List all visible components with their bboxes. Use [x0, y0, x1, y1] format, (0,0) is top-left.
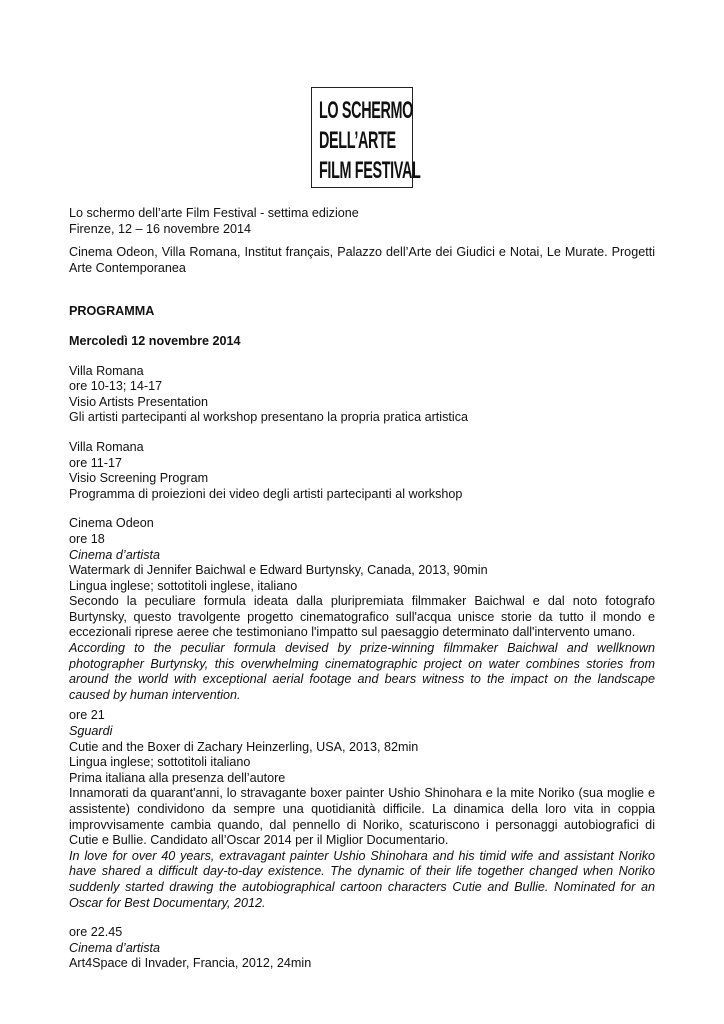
event-description-english: According to the peculiar formula devised by prize-winning filmmaker Baichwal and wellknown photographer Burtynsky, this overwhelming cinematographic project on water combines stories from around the world with exceptional aerial footage and bears witness to the impact on the landscape caused by human intervention. — [69, 641, 655, 702]
logo-line: LO SCHERMO — [319, 97, 414, 125]
event-description: Programma di proiezioni dei video degli artisti partecipanti al workshop — [69, 486, 463, 501]
event-art4space — [69, 925, 655, 972]
event-cutie-and-the-boxer — [69, 708, 655, 911]
event-language: Lingua inglese; sottotitoli inglese, italiano — [69, 578, 298, 593]
event-venue: Villa Romana — [69, 363, 144, 378]
event-film: Watermark di Jennifer Baichwal e Edward Burtynsky, Canada, 2013, 90min — [69, 563, 488, 578]
programma-heading: PROGRAMMA — [69, 304, 155, 319]
event-title: Visio Artists Presentation — [69, 394, 209, 409]
event-film: Cutie and the Boxer di Zachary Heinzerling, USA, 2013, 82min — [69, 739, 419, 754]
event-note: Prima italiana alla presenza dell’autore — [69, 770, 286, 785]
event-time: ore 18 — [69, 531, 105, 546]
event-section: Cinema d’artista — [69, 547, 160, 562]
festival-logo — [311, 87, 421, 188]
day-heading: Mercoledì 12 novembre 2014 — [69, 333, 241, 348]
event-description-italian: Innamorati da quarant'anni, lo stravagante boxer painter Ushio Shinohara e la mite Noriko (sua moglie e assistente) condividono da sempre una quotidianità difficile. La dinamica della loro vita in coppia improvvisamente cambia quando, dal pennello di Noriko, scaturiscono i personaggi autobiografici di Cutie e Bullie. Candidato all’Oscar 2014 per il Miglior Documentario. — [69, 786, 655, 848]
event-time: ore 22.45 — [69, 925, 123, 940]
venues-paragraph: Cinema Odeon, Villa Romana, Institut français, Palazzo dell’Arte dei Giudici e Notai, Le Murate. Progetti Arte Contemporanea — [69, 245, 655, 275]
event-description-italian: Secondo la peculiare formula ideata dalla pluripremiata filmmaker Baichwal e dal noto fotografo Burtynsky, questo travolgente progetto cinematografico sull'acqua unisce storie da tutto il mondo e eccezionali riprese aeree che testimoniano l'impatto sul paesaggio determinato dall'intervento umano. — [69, 594, 655, 640]
event-section: Sguardi — [69, 724, 113, 739]
event-film: Art4Space di Invader, Francia, 2012, 24min — [69, 956, 312, 971]
event-language: Lingua inglese; sottotitoli italiano — [69, 755, 251, 770]
logo-line: DELL’ARTE — [319, 127, 396, 155]
event-title: Visio Screening Program — [69, 471, 209, 486]
logo-line: FILM FESTIVAL — [319, 157, 421, 185]
event-time: ore 21 — [69, 708, 105, 723]
event-section: Cinema d’artista — [69, 940, 160, 955]
event-venue: Villa Romana — [69, 439, 144, 454]
event-villa-romana-presentation — [69, 364, 655, 426]
event-time: ore 11-17 — [69, 455, 122, 470]
document-body — [69, 206, 655, 972]
event-description-english: In love for over 40 years, extravagant painter Ushio Shinohara and his timid wife and assistant Noriko have shared a difficult day-to-day existence. The dynamic of their life together changed when Noriko suddenly started drawing the autobiographical cartoon characters Cutie and Bullie. Nominated for an Oscar for Best Documentary, 2012. — [69, 848, 655, 910]
event-villa-romana-screening — [69, 440, 655, 502]
event-odeon-watermark — [69, 516, 655, 703]
event-time: ore 10-13; 14-17 — [69, 379, 163, 394]
event-description: Gli artisti partecipanti al workshop presentano la propria pratica artistica — [69, 410, 468, 425]
edition-line: Lo schermo dell’arte Film Festival - settima edizione — [69, 206, 359, 220]
event-venue: Cinema Odeon — [69, 516, 154, 531]
dates-line: Firenze, 12 – 16 novembre 2014 — [69, 221, 252, 236]
